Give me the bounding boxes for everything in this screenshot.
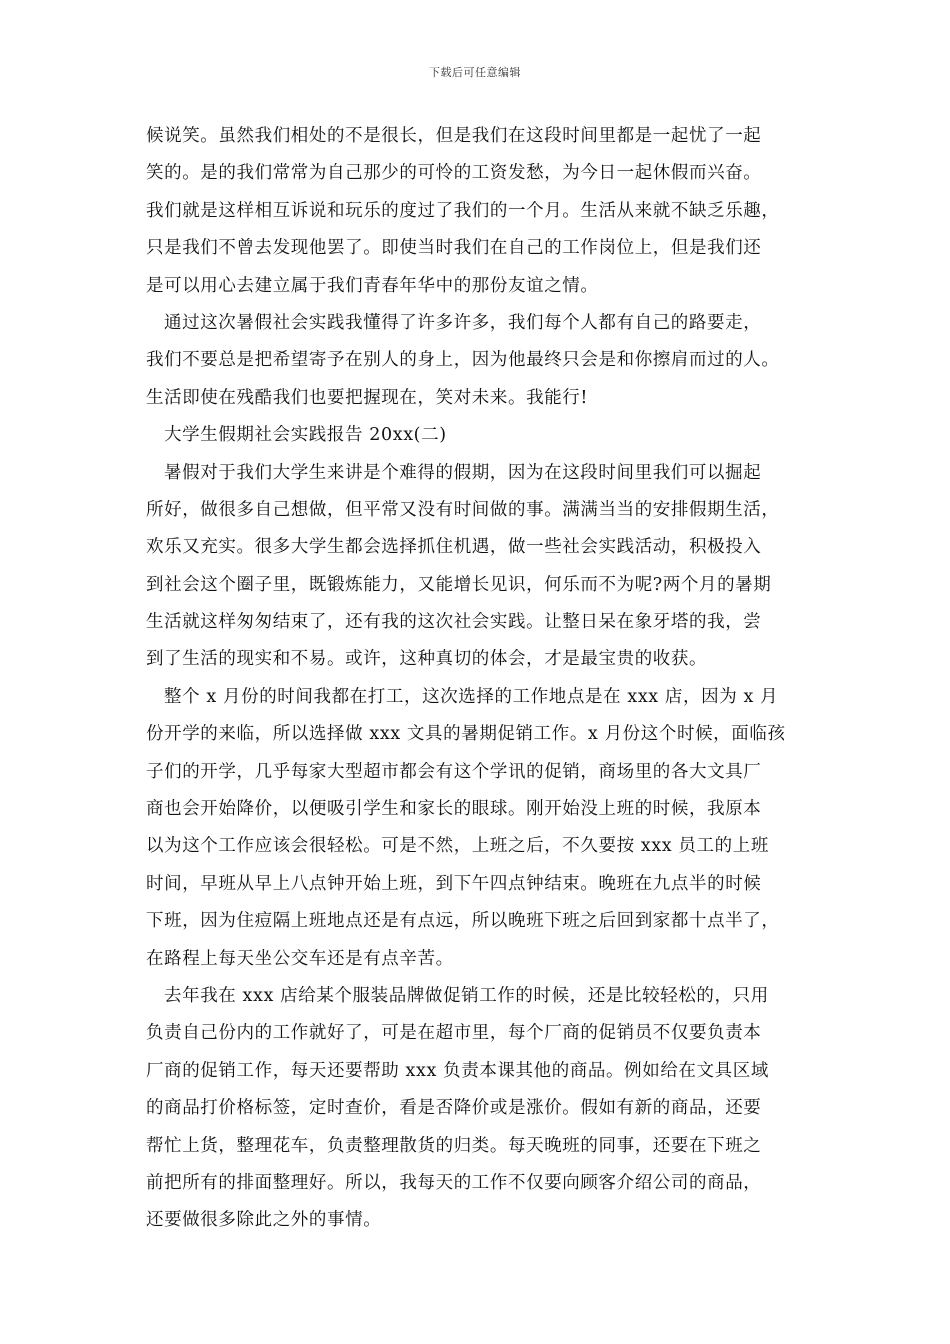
text-line: 去年我在 xxx 店给某个服装品牌做促销工作的时候，还是比较轻松的，只用 [164,985,769,1006]
text-line: 笑的。是的我们常常为自己那少的可怜的工资发愁，为今日一起休假而兴奋。 [146,163,762,184]
text-line: 商也会开始降价，以便吸引学生和家长的眼球。刚开始没上班的时候，我原本 [146,799,762,820]
text-line: 欢乐又充实。很多大学生都会选择抓住机遇，做一些社会实践活动，积极投入 [146,537,762,558]
text-line: 帮忙上货，整理花车，负责整理散货的归类。每天晚班的同事，还要在下班之 [146,1135,762,1156]
text-line: 在路程上每天坐公交车还是有点辛苦。 [146,948,454,969]
text-line: 生活即使在残酷我们也要把握现在，笑对未来。我能行! [146,387,589,408]
text-line: 时间，早班从早上八点钟开始上班，到下午四点钟结束。晚班在九点半的时候 [146,873,762,894]
text-line: 的商品打价格标签，定时查价，看是否降价或是涨价。假如有新的商品，还要 [146,1098,762,1119]
text-line: 只是我们不曾去发现他罢了。即使当时我们在自己的工作岗位上，但是我们还 [146,238,762,259]
text-line: 我们不要总是把希望寄予在别人的身上，因为他最终只会是和你擦肩而过的人。 [146,350,780,371]
text-line: 还要做很多除此之外的事情。 [146,1210,382,1231]
text-line: 候说笑。虽然我们相处的不是很长，但是我们在这段时间里都是一起忧了一起 [146,126,762,146]
text-line: 是可以用心去建立属于我们青春年华中的那份友谊之情。 [146,275,599,296]
text-line: 前把所有的排面整理好。所以，我每天的工作不仅要向顾客介绍公司的商品， [146,1172,762,1193]
text-line: 我们就是这样相互诉说和玩乐的度过了我们的一个月。生活从来就不缺乏乐趣， [146,200,780,221]
document-body [146,118,816,1240]
text-line: 暑假对于我们大学生来讲是个难得的假期，因为在这段时间里我们可以掘起 [164,462,762,483]
text-line: 份开学的来临，所以选择做 xxx 文具的暑期促销工作。x 月份这个时候，面临孩 [146,724,786,745]
text-line: 到社会这个圈子里，既锻炼能力，又能增长见识，何乐而不为呢?两个月的暑期 [146,574,772,595]
text-line: 整个 x 月份的时间我都在打工，这次选择的工作地点是在 xxx 店，因为 x 月 [164,686,779,707]
text-line: 通过这次暑假社会实践我懂得了许多许多，我们每个人都有自己的路要走， [164,312,762,333]
text-line: 下班，因为住痘隔上班地点还是有点远，所以晚班下班之后回到家都十点半了， [146,911,780,932]
text-line: 生活就这样匆匆结束了，还有我的这次社会实践。让整日呆在象牙塔的我，尝 [146,612,762,633]
text-line: 到了生活的现实和不易。或许，这种真切的体会，才是最宝贵的收获。 [146,649,708,670]
text-line: 厂商的促销工作，每天还要帮助 xxx 负责本课其他的商品。例如给在文具区域 [146,1060,769,1081]
text-line: 以为这个工作应该会很轻松。可是不然，上班之后，不久要按 xxx 员工的上班 [146,836,769,857]
text-line: 子们的开学，几乎每家大型超市都会有这个学讯的促销，商场里的各大文具厂 [146,761,762,782]
text-line: 负责自己份内的工作就好了，可是在超市里，每个厂商的促销员不仅要负责本 [146,1023,762,1044]
text-line: 所好，做很多自己想做，但平常又没有时间做的事。满满当当的安排假期生活， [146,499,780,520]
text-line: 大学生假期社会实践报告 20xx(二) [164,425,447,446]
page-header-note: 下载后可任意编辑 [429,66,521,79]
